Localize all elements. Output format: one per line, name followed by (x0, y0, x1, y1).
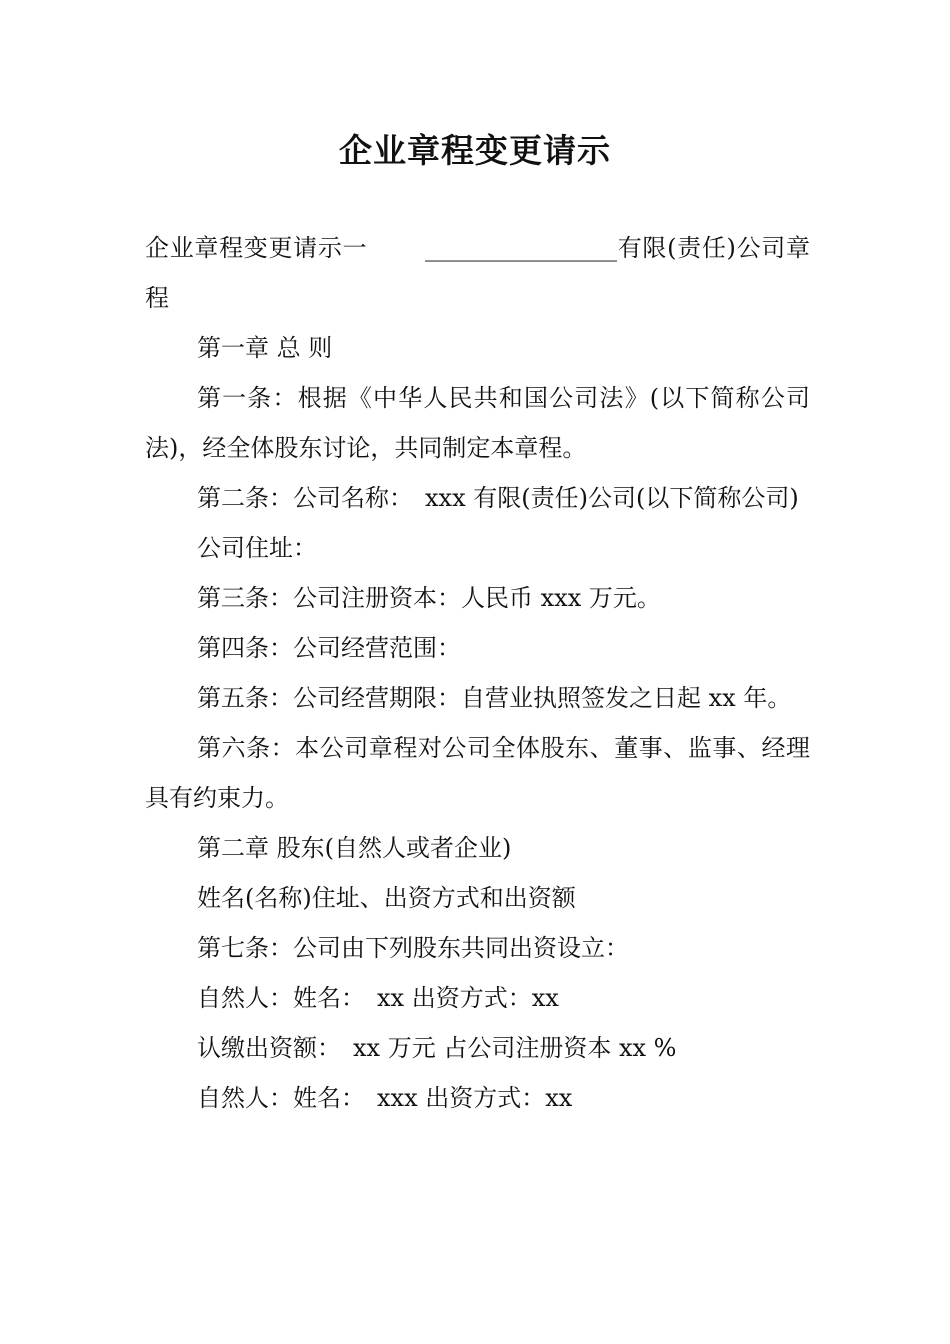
chapter-2-heading: 第二章 股东(自然人或者企业) (197, 834, 512, 862)
shareholder-info-heading: 姓名(名称)住址、出资方式和出资额 (197, 884, 576, 912)
article-6: 第六条：本公司章程对公司全体股东、董事、监事、经理具有约束力。 (145, 734, 810, 812)
shareholder-2-name: 自然人：姓名： xxx 出资方式：xx (197, 1084, 573, 1112)
article-5: 第五条：公司经营期限：自营业执照签发之日起 xx 年。 (197, 684, 792, 712)
shareholder-1-name: 自然人：姓名： xx 出资方式：xx (197, 984, 559, 1012)
chapter-1-heading: 第一章 总 则 (197, 334, 333, 362)
charter-heading-line: 企业章程变更请示一 ________________有限(责任)公司章程 (145, 234, 810, 312)
document-title: 企业章程变更请示 (339, 131, 611, 170)
article-1: 第一条：根据《中华人民共和国公司法》(以下简称公司法)，经全体股东讨论，共同制定本章程。 (145, 384, 810, 462)
company-address: 公司住址： (197, 534, 317, 562)
article-4: 第四条：公司经营范围： (197, 634, 461, 662)
article-7: 第七条：公司由下列股东共同出资设立： (197, 934, 629, 962)
shareholder-1-capital: 认缴出资额： xx 万元 占公司注册资本 xx % (197, 1034, 677, 1062)
document-body (145, 223, 810, 1123)
article-2: 第二条：公司名称： xxx 有限(责任)公司(以下简称公司) (197, 484, 799, 512)
article-3: 第三条：公司注册资本：人民币 xxx 万元。 (197, 584, 661, 612)
